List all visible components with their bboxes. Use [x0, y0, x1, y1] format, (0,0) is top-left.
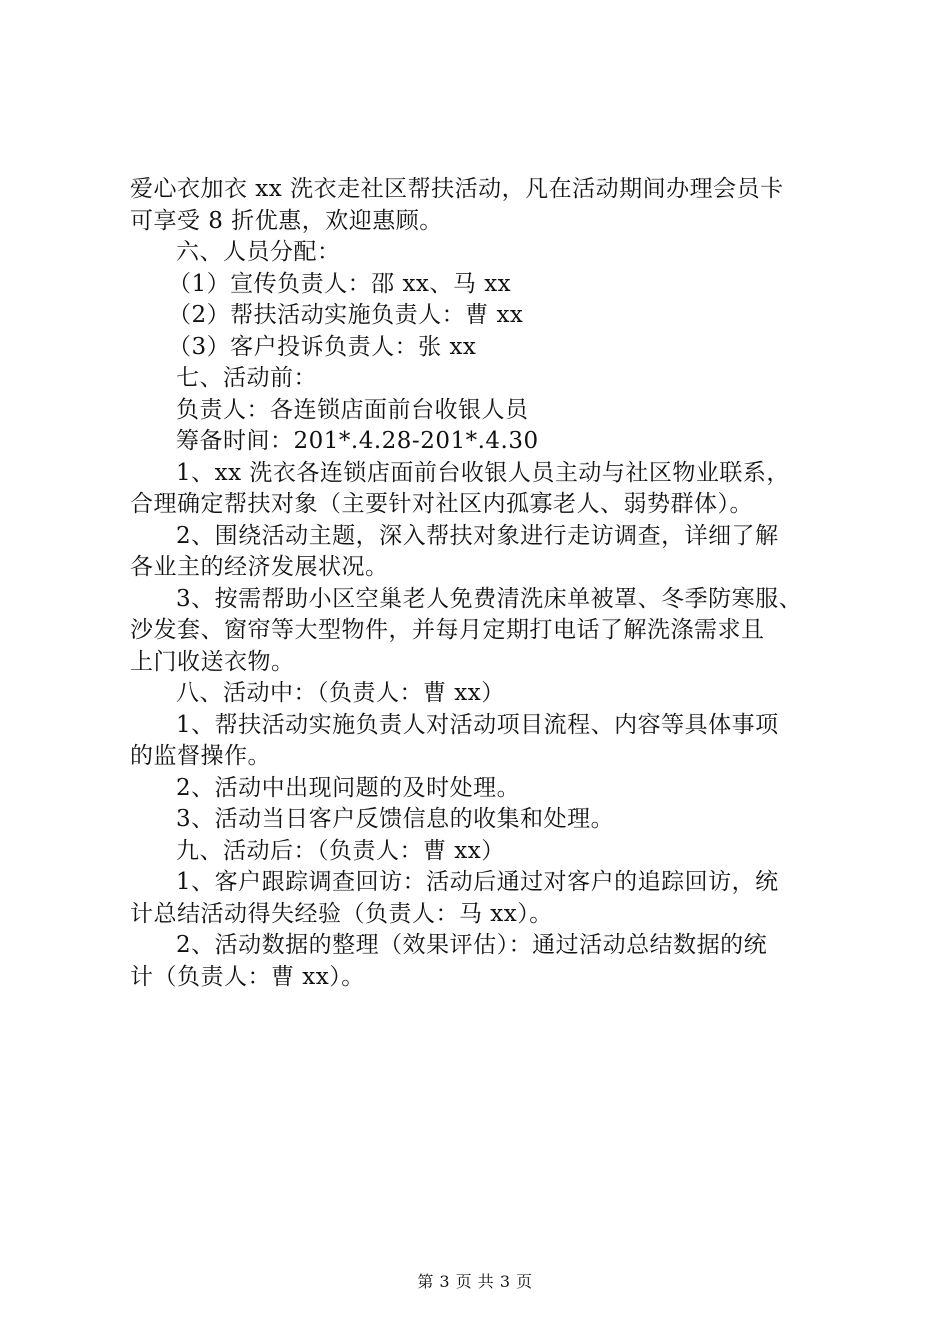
body-line-during-1a: 1、帮扶活动实施负责人对活动项目流程、内容等具体事项 — [176, 711, 779, 738]
personnel-item-3: （3）客户投诉负责人：张 xx — [168, 333, 477, 360]
section-heading-during: 八、活动中：（负责人：曹 xx） — [176, 680, 505, 706]
body-line-after-2b: 计（负责人：曹 xx）。 — [130, 963, 365, 990]
body-line-2: 可享受 8 折优惠，欢迎惠顾。 — [130, 207, 443, 234]
body-line-before-3c: 上门收送衣物。 — [130, 648, 295, 675]
section-heading-personnel: 六、人员分配： — [176, 239, 341, 265]
body-line-before-1a: 1、xx 洗衣各连锁店面前台收银人员主动与社区物业联系， — [176, 459, 790, 486]
personnel-item-1: （1）宣传负责人：邵 xx、马 xx — [168, 270, 512, 297]
section-heading-before: 七、活动前： — [176, 365, 317, 391]
body-line-before-2a: 2、围绕活动主题，深入帮扶对象进行走访调查，详细了解 — [176, 522, 779, 549]
section-heading-after: 九、活动后：（负责人：曹 xx） — [176, 837, 505, 864]
body-line-1: 爱心衣加衣 xx 洗衣走社区帮扶活动，凡在活动期间办理会员卡 — [130, 176, 784, 202]
personnel-item-2: （2）帮扶活动实施负责人：曹 xx — [168, 302, 524, 328]
body-line-before-1b: 合理确定帮扶对象（主要针对社区内孤寡老人、弱势群体）。 — [130, 491, 753, 517]
body-line-during-1b: 的监督操作。 — [130, 743, 271, 769]
document-body — [130, 174, 830, 993]
body-line-responsible: 负责人：各连锁店面前台收银人员 — [176, 396, 529, 423]
body-line-before-3a: 3、按需帮助小区空巢老人免费清洗床单被罩、冬季防寒服、 — [176, 585, 803, 612]
body-line-during-2: 2、活动中出现问题的及时处理。 — [176, 774, 521, 801]
body-line-after-2a: 2、活动数据的整理（效果评估）：通过活动总结数据的统 — [176, 932, 768, 958]
page-number-footer: 第 3 页 共 3 页 — [417, 1272, 533, 1291]
body-line-during-3: 3、活动当日客户反馈信息的收集和处理。 — [176, 806, 615, 832]
body-line-after-1b: 计总结活动得失经验（负责人：马 xx）。 — [130, 900, 553, 927]
body-line-before-2b: 各业主的经济发展状况。 — [130, 554, 389, 580]
body-line-before-3b: 沙发套、窗帘等大型物件，并每月定期打电话了解洗涤需求且 — [130, 617, 765, 643]
body-line-prep-time: 筹备时间：201*.4.28-201*.4.30 — [176, 428, 539, 454]
body-line-after-1a: 1、客户跟踪调查回访：活动后通过对客户的追踪回访，统 — [176, 869, 779, 895]
